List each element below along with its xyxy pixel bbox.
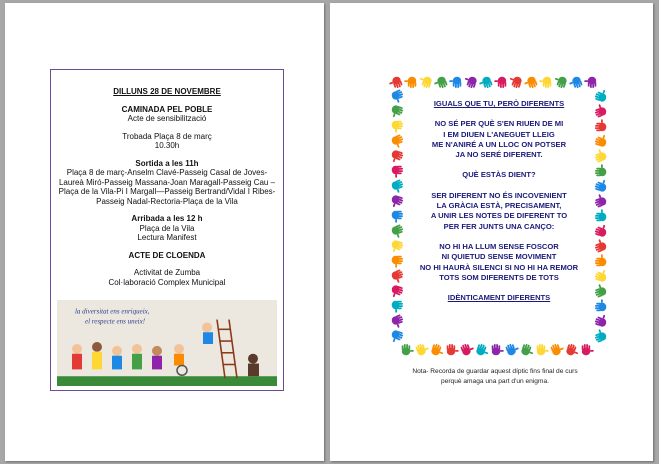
hand-print-icon: [508, 74, 523, 89]
mural-caption-line1: la diversitat ens enriqueix,: [75, 308, 150, 316]
stanza-3-line-3: A UNIR LES NOTES DE DIFERENT TO: [430, 211, 568, 221]
hand-print-icon: [433, 76, 448, 91]
stanza-2-line-1: QUÈ ESTÀS DIENT?: [462, 170, 536, 180]
arrival-activity: Lectura Manifest: [137, 233, 197, 242]
stanza-1-line-1: NO SÉ PER QUÈ S'EN RIUEN DE MI: [434, 119, 564, 129]
hand-print-icon: [430, 343, 445, 358]
walk-subtitle: Acte de sensibilització: [127, 114, 207, 123]
hand-print-icon: [582, 344, 594, 355]
children-mural-image: [57, 300, 277, 386]
stanza-4-line-1: NO HI HA LLUM SENSE FOSCOR: [439, 241, 559, 251]
closing-heading: ACTE DE CLOENDA: [128, 250, 206, 260]
closing-collaboration: Col·laboració Complex Municipal: [108, 277, 226, 287]
stanza-4-line-2: NI QUIETUD SENSE MOVIMENT: [441, 252, 557, 262]
stanza-3-line-1: SER DIFERENT NO ÉS INCOVENIENT: [431, 190, 567, 200]
hand-print-icon: [523, 76, 538, 91]
closing-activity: Activitat de Zumba: [133, 268, 201, 277]
hand-print-icon: [520, 343, 535, 358]
hand-print-icon: [449, 77, 461, 88]
mural-caption-line2: el respecte ens uneix!: [85, 318, 146, 326]
hand-print-icon: [494, 77, 506, 88]
hand-print-icon: [492, 344, 504, 355]
meeting-time: 10.30h: [154, 141, 180, 150]
hand-print-icon: [565, 343, 580, 358]
hand-print-icon: [550, 342, 565, 357]
hand-print-icon: [388, 76, 403, 91]
hand-print-icon: [539, 77, 551, 88]
hand-print-icon: [568, 76, 583, 91]
note-line-1: Nota- Recorda de guardar aquest díptic fins final de curs: [412, 368, 578, 375]
note-line-2: perquè amaga una part d'un enigma.: [441, 378, 549, 385]
hand-print-icon: [478, 76, 493, 91]
hand-print-icon: [447, 344, 459, 355]
hands-frame: [388, 73, 610, 359]
hand-print-icon: [463, 74, 478, 89]
hand-print-icon: [418, 74, 433, 89]
hand-print-icon: [553, 74, 568, 89]
poem: [388, 99, 610, 303]
stanza-1-line-3: ME N'ANIRÉ A UN LLOC ON POTSER: [431, 139, 567, 149]
stanza-4-line-4: TOTS SOM DIFERENTS DE TOTS: [439, 272, 559, 282]
departure-heading: Sortida a les 11h: [135, 158, 199, 168]
event-flyer: [50, 69, 284, 391]
stanza-3-line-4: PER FER JUNTS UNA CANÇO:: [443, 221, 555, 231]
stanza-1-line-4: JA NO SERÉ DIFERENT.: [455, 150, 543, 160]
hand-print-icon: [594, 313, 609, 328]
hand-print-icon: [391, 314, 406, 329]
hand-print-icon: [505, 342, 520, 357]
note: [380, 367, 610, 387]
route-description: Plaça 8 de març-Anselm Clavé-Passeig Casal de Joves-Laureà Miró-Passeig Massana-Joan Maragall-Passeig Cau –Plaça de la Vila-Pi I Margall—Passeig Bertrand/Vidal I Ribes-Passeig Nadal-Rectoria-Plaça de la Vila: [58, 168, 276, 206]
walk-heading: CAMINADA PEL POBLE: [121, 104, 213, 114]
hand-print-icon: [404, 77, 416, 88]
arrival-heading: Arribada a les 12 h: [131, 214, 203, 223]
arrival-place: Plaça de la Vila: [139, 223, 195, 233]
hand-print-icon: [402, 344, 414, 355]
hand-print-icon: [389, 329, 404, 344]
hand-print-icon: [584, 77, 596, 88]
stanza-3-line-2: LA GRÀCIA ESTÀ, PRECISAMENT,: [436, 201, 562, 211]
poem-closing: IDÈNTICAMENT DIFERENTS: [447, 293, 551, 303]
stanza-4-line-3: NO HI HAURÀ SILENCI SI NO HI HA REMOR: [419, 262, 579, 272]
flyer-title: DILLUNS 28 DE NOVEMBRE: [113, 87, 221, 96]
hand-print-icon: [460, 342, 475, 357]
right-page: [330, 3, 653, 461]
meeting-place: Trobada Plaça 8 de març: [122, 131, 212, 141]
hand-print-icon: [593, 328, 608, 343]
hand-print-icon: [475, 343, 490, 358]
hand-print-icon: [415, 342, 430, 357]
hand-print-icon: [537, 344, 549, 355]
poem-title: IGUALS QUE TU, PERÒ DIFERENTS: [433, 99, 565, 108]
left-page: [5, 3, 324, 461]
stanza-1-line-2: I EM DIUEN L'ANEGUET LLEIG: [443, 129, 555, 139]
